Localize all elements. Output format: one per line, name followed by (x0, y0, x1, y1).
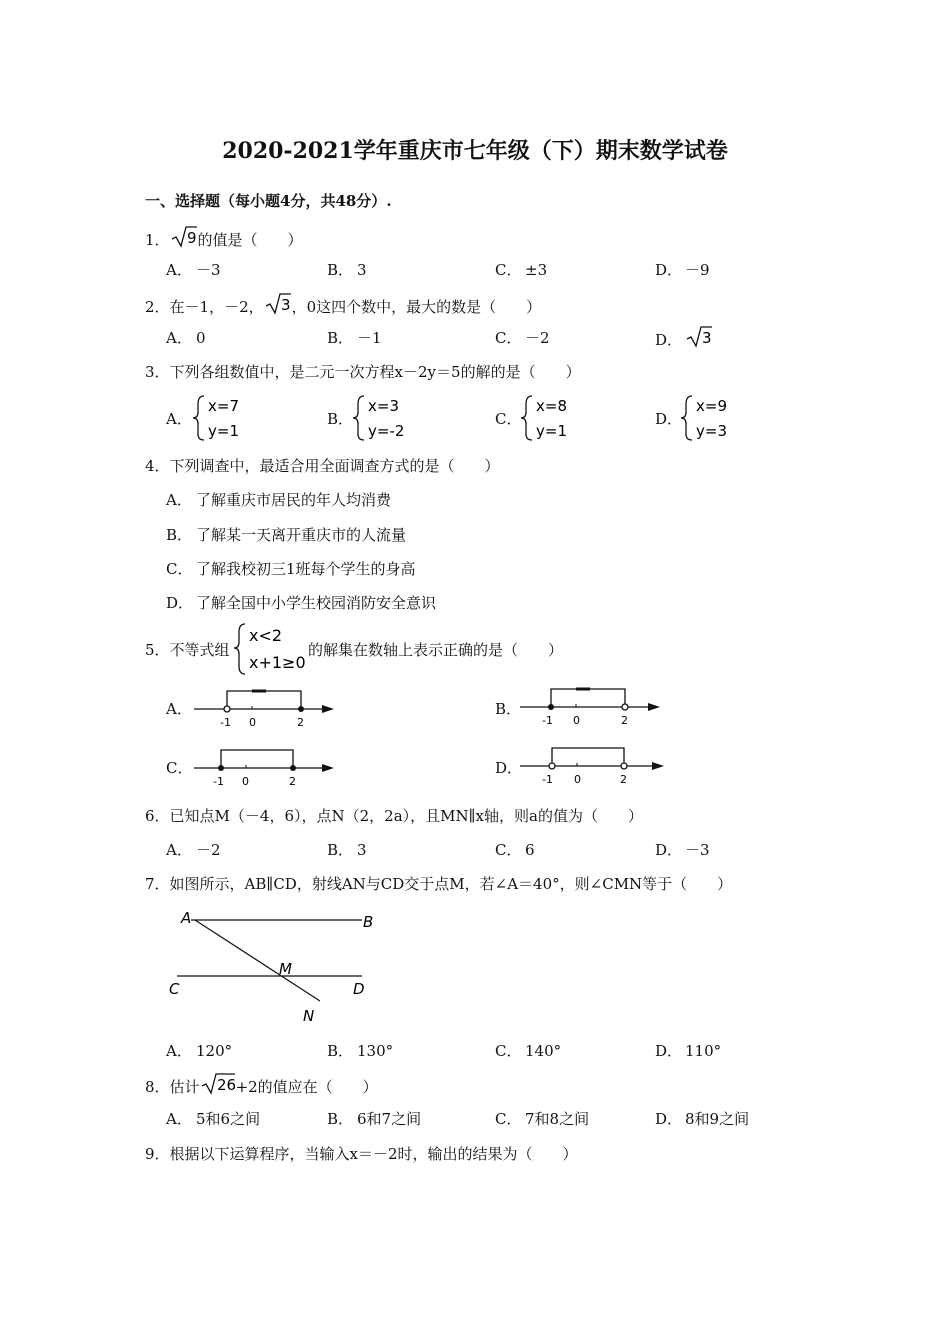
question-number: 1． (145, 231, 170, 249)
option-a: A． 了解重庆市居民的年人均消费 (166, 491, 392, 509)
svg-text:0: 0 (573, 714, 580, 727)
number-line-c (194, 744, 339, 789)
option-d: D． (495, 759, 523, 777)
question-5-text: 的解集在数轴上表示正确的是（ ） (308, 641, 564, 659)
svg-text:-1: -1 (542, 773, 553, 786)
option-d: D． －9 (655, 261, 710, 279)
svg-text:0: 0 (242, 775, 249, 788)
option-b: B． 3 (327, 841, 367, 859)
option-c: C． ±3 (495, 261, 548, 279)
question-7: 7．如图所示，AB∥CD，射线AN与CD交于点M，若∠A＝40°，则∠CMN等于（ ） (145, 875, 733, 893)
option-d: D． 110° (655, 1042, 722, 1060)
option-a: A． (166, 410, 192, 428)
svg-text:x=3: x=3 (368, 397, 399, 415)
option-a: A． (166, 700, 192, 718)
question-3: 3．下列各组数值中，是二元一次方程x－2y＝5的解的是（ ） (145, 363, 581, 381)
question-9: 9．根据以下运算程序，当输入x＝－2时，输出的结果为（ ） (145, 1145, 578, 1163)
radicand: 3 (702, 329, 712, 347)
sqrt-symbol (685, 325, 713, 353)
question-8: 8．估计 26 +2的值应在（ ） (145, 1072, 378, 1100)
equation-system-c (520, 394, 590, 444)
svg-text:A: A (181, 909, 192, 927)
radicand: 3 (280, 296, 291, 314)
option-d: D． －3 (655, 841, 710, 859)
question-1 (145, 225, 303, 253)
sqrt-symbol (264, 292, 292, 320)
svg-text:y=3: y=3 (696, 422, 727, 440)
svg-text:-1: -1 (542, 714, 553, 727)
svg-text:2: 2 (620, 773, 627, 786)
sqrt-symbol (200, 1072, 236, 1100)
option-a: A． 5和6之间 (166, 1110, 261, 1128)
option-d: D． 3 (655, 325, 713, 353)
option-c: C． 7和8之间 (495, 1110, 590, 1128)
option-c: C． 140° (495, 1042, 562, 1060)
page-title: 2020-2021学年重庆市七年级（下）期末数学试卷 (222, 138, 728, 164)
svg-text:y=1: y=1 (208, 422, 239, 440)
parallel-lines-figure (165, 904, 395, 1029)
option-d: D． 8和9之间 (655, 1110, 750, 1128)
question-text-pre: 在－1，－2， (169, 298, 264, 316)
svg-text:x=9: x=9 (696, 397, 727, 415)
svg-text:0: 0 (249, 716, 256, 729)
option-b: B． 了解某一天离开重庆市的人流量 (166, 526, 407, 544)
svg-text:N: N (303, 1007, 315, 1025)
option-a: A． 120° (166, 1042, 233, 1060)
option-c: C． －2 (495, 329, 550, 347)
question-text: 的值是（ ） (197, 231, 303, 249)
option-c: C． 6 (495, 841, 535, 859)
svg-text:2: 2 (297, 716, 304, 729)
option-b: B． (327, 410, 354, 428)
svg-text:M: M (279, 960, 292, 978)
question-6: 6．已知点M（－4，6），点N（2，2a），且MN∥x轴，则a的值为（ ） (145, 807, 643, 825)
equation-system-d (680, 394, 750, 444)
radicand: 9 (186, 229, 197, 247)
svg-text:B: B (363, 913, 374, 931)
option-b: B． 130° (327, 1042, 394, 1060)
number-line-a (194, 685, 339, 730)
option-b: B． －1 (327, 329, 382, 347)
sqrt-symbol (170, 225, 198, 253)
option-a: A． －2 (166, 841, 221, 859)
option-a: A． －3 (166, 261, 221, 279)
section-heading: 一、选择题（每小题4分，共48分）. (145, 192, 392, 210)
svg-text:2: 2 (621, 714, 628, 727)
equation-system-b (352, 394, 422, 444)
question-text-post: ，0这四个数中，最大的数是（ ） (291, 298, 542, 316)
svg-text:x=7: x=7 (208, 397, 239, 415)
svg-text:x<2: x<2 (249, 626, 283, 645)
svg-text:2: 2 (289, 775, 296, 788)
svg-text:x+1≥0: x+1≥0 (249, 653, 306, 672)
svg-text:0: 0 (574, 773, 581, 786)
question-number: 2． (145, 298, 170, 316)
question-5: 5．不等式组 (145, 641, 230, 659)
number-line-b (520, 685, 665, 730)
svg-text:y=1: y=1 (536, 422, 567, 440)
svg-text:-1: -1 (213, 775, 224, 788)
question-4: 4．下列调查中，最适合用全面调查方式的是（ ） (145, 457, 500, 475)
equation-system-a (192, 394, 262, 444)
option-c: C． 了解我校初三1班每个学生的身高 (166, 560, 416, 578)
option-b: B． (495, 700, 522, 718)
number-line-d (520, 744, 665, 789)
svg-text:x=8: x=8 (536, 397, 567, 415)
option-b: B． 3 (327, 261, 367, 279)
option-c: C． (166, 759, 193, 777)
option-b: B． 6和7之间 (327, 1110, 422, 1128)
question-2 (145, 292, 541, 320)
option-d: D． 了解全国中小学生校园消防安全意识 (166, 594, 437, 612)
svg-text:y=-2: y=-2 (368, 422, 405, 440)
option-c: C． (495, 410, 522, 428)
radicand: 26 (216, 1076, 236, 1094)
svg-text:D: D (353, 980, 365, 998)
svg-text:C: C (169, 980, 180, 998)
inequality-system (234, 622, 309, 676)
option-a: A． 0 (166, 329, 206, 347)
svg-text:-1: -1 (220, 716, 231, 729)
option-d: D． (655, 410, 683, 428)
